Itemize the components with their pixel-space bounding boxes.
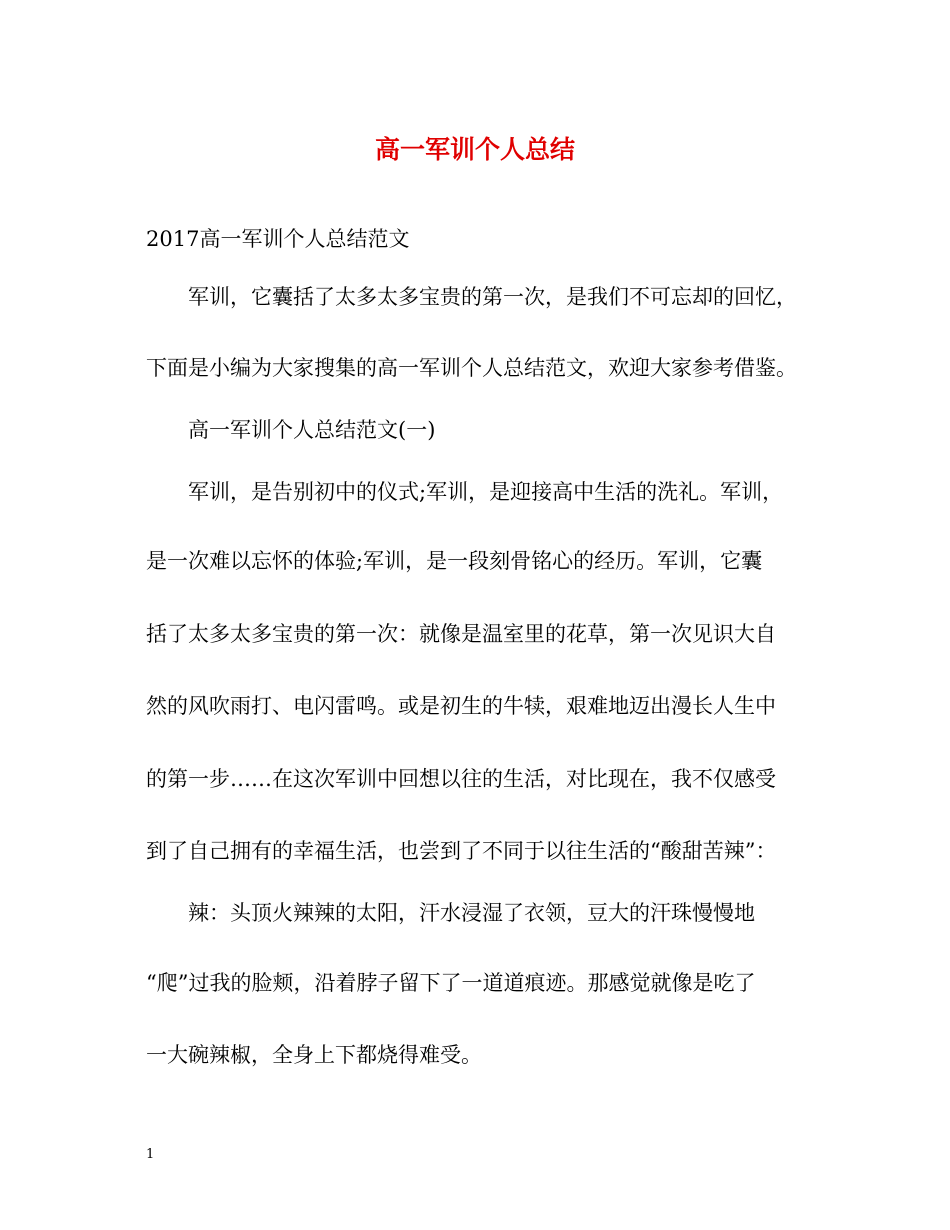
body-line: 括了太多太多宝贵的第一次：就像是温室里的花草，第一次见识大自 bbox=[146, 622, 776, 646]
body-line: “爬”过我的脸颊，沿着脖子留下了一道道痕迹。那感觉就像是吃了 bbox=[146, 971, 756, 995]
body-line: 军训，它囊括了太多太多宝贵的第一次，是我们不可忘却的回忆， bbox=[188, 285, 797, 309]
document-title: 高一军训个人总结 bbox=[374, 135, 575, 164]
body-line: 的第一步……在这次军训中回想以往的生活，对比现在，我不仅感受 bbox=[146, 767, 776, 791]
body-line: 一大碗辣椒，全身上下都烧得难受。 bbox=[146, 1043, 482, 1067]
body-line: 到了自己拥有的幸福生活，也尝到了不同于以往生活的“酸甜苦辣”： bbox=[146, 839, 777, 863]
subtitle-line: 2017高一军训个人总结范文 bbox=[146, 227, 410, 251]
body-line: 辣：头顶火辣辣的太阳，汗水浸湿了衣领，豆大的汗珠慢慢地 bbox=[188, 901, 755, 925]
body-line: 然的风吹雨打、电闪雷鸣。或是初生的牛犊，艰难地迈出漫长人生中 bbox=[146, 694, 776, 718]
page-number: 1 bbox=[146, 1147, 155, 1162]
body-line: 军训，是告别初中的仪式;军训，是迎接高中生活的洗礼。军训， bbox=[188, 480, 784, 504]
body-line: 下面是小编为大家搜集的高一军训个人总结范文，欢迎大家参考借鉴。 bbox=[146, 356, 797, 380]
section-heading: 高一军训个人总结范文(一) bbox=[188, 418, 436, 442]
body-line: 是一次难以忘怀的体验;军训，是一段刻骨铭心的经历。军训，它囊 bbox=[146, 549, 763, 573]
